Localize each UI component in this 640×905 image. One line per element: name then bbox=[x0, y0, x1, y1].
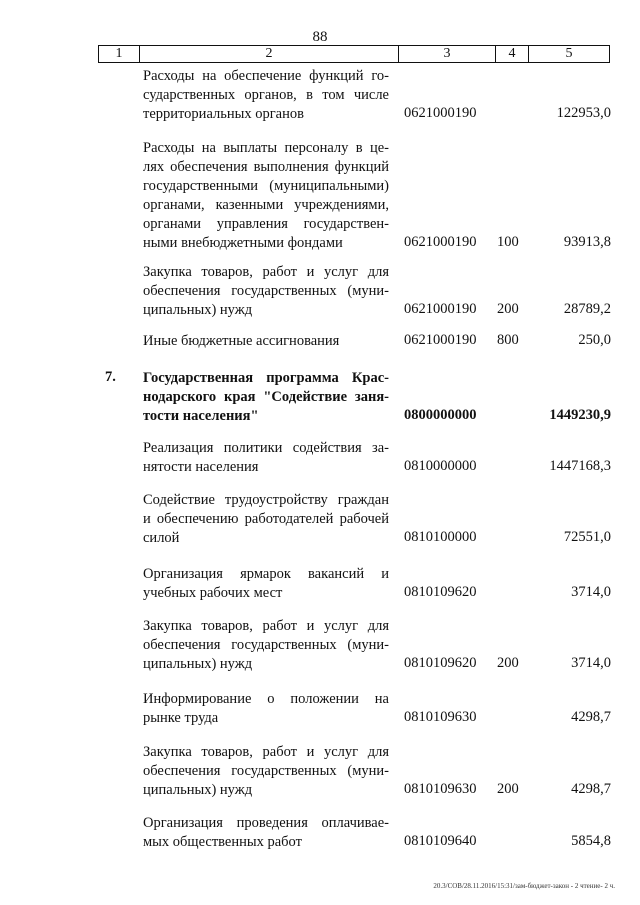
amount: 5854,8 bbox=[571, 833, 611, 849]
row-description bbox=[143, 139, 389, 253]
target-code: 0810109620 bbox=[404, 584, 477, 600]
description-line: Закупка товаров, работ и услуг для bbox=[143, 744, 389, 760]
page-number: 88 bbox=[312, 29, 328, 45]
description-line: ципальных) нужд bbox=[143, 782, 253, 798]
row-description bbox=[143, 814, 389, 852]
expense-type-code: 200 bbox=[497, 781, 519, 797]
target-code: 0810109640 bbox=[404, 833, 477, 849]
amount: 4298,7 bbox=[571, 709, 611, 725]
row-description bbox=[143, 67, 389, 124]
description-line: ными внебюджетными фондами bbox=[143, 235, 343, 251]
description-line: тости населения" bbox=[143, 408, 259, 424]
target-code: 0800000000 bbox=[404, 407, 477, 423]
expense-type-code: 100 bbox=[497, 234, 519, 250]
table-header bbox=[98, 45, 610, 63]
description-line: органами управления государствен- bbox=[143, 216, 389, 232]
amount: 3714,0 bbox=[571, 584, 611, 600]
description-line: рынке труда bbox=[143, 710, 219, 726]
amount: 28789,2 bbox=[563, 301, 611, 317]
header-col-3: 3 bbox=[443, 46, 451, 61]
expense-type-code: 200 bbox=[497, 301, 519, 317]
expense-type-code: 200 bbox=[497, 655, 519, 671]
document-footer: 20.3/СОВ/28.11.2016/15:31/зам-бюджет-закон - 2 чтение- 2 ч. bbox=[433, 882, 615, 890]
row-description bbox=[143, 743, 389, 800]
row-description bbox=[143, 565, 389, 603]
description-line: нодарского края "Содействие заня- bbox=[143, 389, 389, 405]
description-line: ципальных) нужд bbox=[143, 656, 253, 672]
description-line: Расходы на выплаты персоналу в це- bbox=[143, 140, 389, 156]
expense-type-code: 800 bbox=[497, 332, 519, 348]
header-col-2: 2 bbox=[265, 46, 273, 61]
amount: 72551,0 bbox=[563, 529, 611, 545]
header-col-1: 1 bbox=[115, 46, 123, 61]
description-line: государственными (муниципальными) bbox=[143, 178, 389, 194]
target-code: 0810109630 bbox=[404, 709, 477, 725]
section-number: 7. bbox=[105, 369, 116, 385]
row-description bbox=[143, 439, 389, 477]
description-line: и обеспечению работодателей рабочей bbox=[143, 511, 389, 527]
target-code: 0621000190 bbox=[404, 301, 477, 317]
amount: 3714,0 bbox=[571, 655, 611, 671]
amount: 1449230,9 bbox=[549, 407, 611, 423]
row-description bbox=[143, 332, 389, 351]
description-line: органами, казенными учреждениями, bbox=[143, 197, 389, 213]
amount: 93913,8 bbox=[563, 234, 611, 250]
description-line: обеспечения государственных (муни- bbox=[143, 637, 389, 653]
description-line: мых общественных работ bbox=[143, 834, 302, 850]
description-line: территориальных органов bbox=[143, 106, 304, 122]
target-code: 0810100000 bbox=[404, 529, 477, 545]
description-line: Государственная программа Крас- bbox=[143, 370, 389, 386]
description-line: силой bbox=[143, 530, 180, 546]
description-line: Иные бюджетные ассигнования bbox=[143, 333, 340, 349]
target-code: 0621000190 bbox=[404, 105, 477, 121]
description-line: Закупка товаров, работ и услуг для bbox=[143, 264, 389, 280]
description-line: Организация ярмарок вакансий и bbox=[143, 566, 389, 582]
description-line: учебных рабочих мест bbox=[143, 585, 283, 601]
target-code: 0621000190 bbox=[404, 332, 477, 348]
amount: 250,0 bbox=[578, 332, 611, 348]
description-line: Реализация политики содействия за- bbox=[143, 440, 389, 456]
description-line: Содействие трудоустройству граждан bbox=[143, 492, 389, 508]
target-code: 0810000000 bbox=[404, 458, 477, 474]
row-description bbox=[143, 690, 389, 728]
amount: 122953,0 bbox=[556, 105, 611, 121]
row-description bbox=[143, 263, 389, 320]
description-line: Информирование о положении на bbox=[143, 691, 389, 707]
row-description bbox=[143, 369, 389, 426]
description-line: Расходы на обеспечение функций го- bbox=[143, 68, 389, 84]
target-code: 0810109630 bbox=[404, 781, 477, 797]
description-line: Закупка товаров, работ и услуг для bbox=[143, 618, 389, 634]
description-line: обеспечения государственных (муни- bbox=[143, 763, 389, 779]
description-line: лях обеспечения выполнения функций bbox=[143, 159, 389, 175]
header-col-4: 4 bbox=[508, 46, 516, 61]
description-line: нятости населения bbox=[143, 459, 259, 475]
description-line: Организация проведения оплачивае- bbox=[143, 815, 389, 831]
amount: 4298,7 bbox=[571, 781, 611, 797]
target-code: 0621000190 bbox=[404, 234, 477, 250]
row-description bbox=[143, 491, 389, 548]
header-col-5: 5 bbox=[565, 46, 573, 61]
description-line: ципальных) нужд bbox=[143, 302, 253, 318]
target-code: 0810109620 bbox=[404, 655, 477, 671]
amount: 1447168,3 bbox=[549, 458, 611, 474]
row-description bbox=[143, 617, 389, 674]
description-line: обеспечения государственных (муни- bbox=[143, 283, 389, 299]
description-line: сударственных органов, в том числе bbox=[143, 87, 389, 103]
